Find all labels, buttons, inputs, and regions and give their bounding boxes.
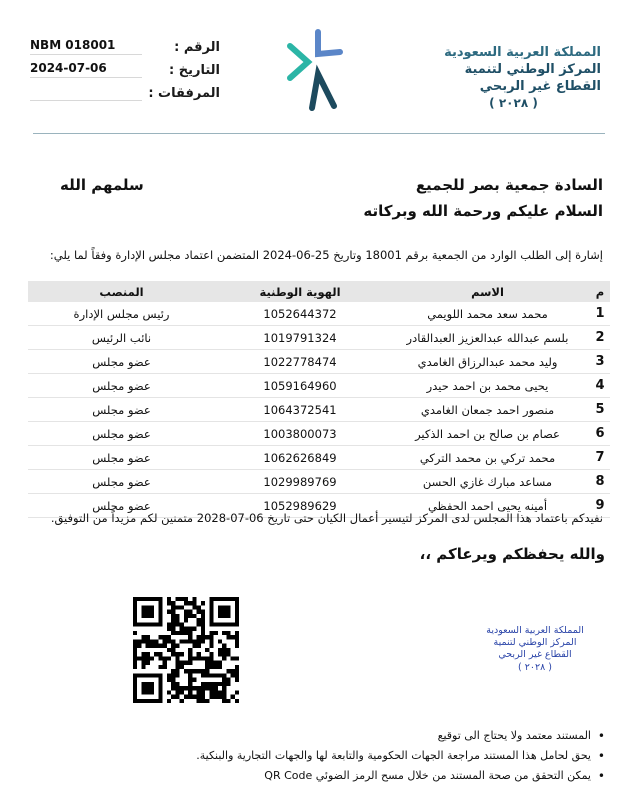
organization-name <box>426 44 601 110</box>
meta-label: التاريخ : <box>169 63 220 78</box>
table-row <box>28 350 610 374</box>
stamp-line: المملكة العربية السعودية <box>486 625 584 636</box>
member-national-id: 1062626849 <box>263 450 337 465</box>
table-header <box>28 281 610 302</box>
member-position: عضو مجلس <box>92 402 151 417</box>
member-national-id: 1052644372 <box>263 306 337 321</box>
stamp-year: ( ٢٠٢٨ ) <box>518 662 552 673</box>
table-row <box>28 470 610 494</box>
member-name: عصام بن صالح بن احمد الذكير <box>415 426 560 441</box>
member-national-id: 1052989629 <box>263 498 337 513</box>
header-id: الهوية الوطنية <box>259 284 341 299</box>
header-divider <box>33 133 605 134</box>
member-national-id: 1029989769 <box>263 474 337 489</box>
member-national-id: 1019791324 <box>263 330 337 345</box>
closing-paragraph: نفيدكم باعتماد هذا المجلس لدى المركز لتيسير أعمال الكيان حتى تاريخ 06-07-2028 متمنين لكم مزيداً من التوفيق. <box>50 511 603 525</box>
member-position: عضو مجلس <box>92 354 151 369</box>
table-row <box>28 398 610 422</box>
meta-label: المرفقات : <box>148 86 220 101</box>
member-position: عضو مجلس <box>92 474 151 489</box>
member-position: عضو مجلس <box>92 378 151 393</box>
header-position: المنصب <box>99 284 144 299</box>
note-item: • المستند معتمد ولا يحتاج الى توقيع <box>135 726 605 746</box>
intro-paragraph: إشارة إلى الطلب الوارد من الجمعية برقم 18001 وتاريخ 25-06-2024 المتضمن اعتماد مجلس الإدارة وفقاً لما يلي: <box>49 248 603 262</box>
letter-date: 2024-07-06 <box>30 61 107 75</box>
row-number: 3 <box>595 354 605 369</box>
header-name: الاسم <box>471 284 504 299</box>
meta-row-number <box>30 36 220 59</box>
member-position: عضو مجلس <box>92 426 151 441</box>
ncnp-logo-icon <box>282 26 346 114</box>
member-position: عضو مجلس <box>92 450 151 465</box>
member-national-id: 1059164960 <box>263 378 337 393</box>
member-position: رئيس مجلس الإدارة <box>73 306 170 321</box>
table-row <box>28 446 610 470</box>
member-name: مساعد مبارك غازي الحسن <box>422 474 553 489</box>
member-name: محمد تركي بن محمد التركي <box>419 450 556 465</box>
meta-row-attachments <box>30 82 220 105</box>
stamp-line: المركز الوطني لتنمية <box>493 637 577 648</box>
row-number: 8 <box>595 474 605 489</box>
member-name: يحيى محمد بن احمد حيدر <box>426 378 549 393</box>
row-number: 7 <box>595 450 605 465</box>
row-number: 6 <box>595 426 605 441</box>
row-number: 5 <box>595 402 605 417</box>
table-row <box>28 422 610 446</box>
table-row <box>28 302 610 326</box>
signoff: والله يحفظكم ويرعاكم ،، <box>419 545 605 563</box>
member-position: عضو مجلس <box>92 498 151 513</box>
meta-underline <box>30 77 142 78</box>
note-item: • يحق لحامل هذا المستند مراجعة الجهات الحكومية والتابعة لها والجهات التجارية والبنكية. <box>135 746 605 766</box>
greeting: السلام عليكم ورحمة الله وبركاته <box>363 202 603 220</box>
meta-underline <box>30 100 142 101</box>
stamp-line: القطاع غير الربحي <box>498 649 572 660</box>
table-row <box>28 326 610 350</box>
org-line: القطاع غير الربحي <box>479 79 601 94</box>
letter-number: NBM 018001 <box>30 38 116 52</box>
org-stamp <box>480 625 590 674</box>
header-num: م <box>595 284 605 299</box>
member-name: محمد سعد محمد اللويمي <box>427 306 548 321</box>
row-number: 1 <box>595 306 605 321</box>
member-national-id: 1003800073 <box>263 426 337 441</box>
table-body <box>28 302 610 518</box>
letter-metadata <box>30 36 220 105</box>
member-national-id: 1022778474 <box>263 354 337 369</box>
member-position: نائب الرئيس <box>91 330 152 345</box>
row-number: 2 <box>595 330 605 345</box>
meta-label: الرقم : <box>174 40 220 55</box>
document-notes <box>135 726 605 786</box>
row-number: 4 <box>595 378 605 393</box>
addressee: السادة جمعية بصر للجميع <box>415 176 603 194</box>
meta-row-date <box>30 59 220 82</box>
qr-code-icon <box>133 597 239 703</box>
member-name: وليد محمد عبدالرزاق الغامدي <box>417 354 558 369</box>
org-line: المملكة العربية السعودية <box>444 45 601 60</box>
salutation: سلمهم الله <box>60 176 144 194</box>
board-members-table <box>28 281 610 518</box>
note-item: • يمكن التحقق من صحة المستند من خلال مسح الرمز الضوئي QR Code <box>135 766 605 786</box>
org-line: المركز الوطني لتنمية <box>464 62 601 77</box>
member-name: بلسم عبدالله عبدالعزيز العبدالقادر <box>406 330 569 345</box>
org-year: ( ٢٠٢٨ ) <box>489 96 538 110</box>
table-row <box>28 374 610 398</box>
row-number: 9 <box>595 498 605 513</box>
member-national-id: 1064372541 <box>263 402 337 417</box>
meta-underline <box>30 54 142 55</box>
member-name: أمينه يحيى احمد الحفظي <box>427 498 548 513</box>
member-name: منصور احمد جمعان الغامدي <box>420 402 555 417</box>
